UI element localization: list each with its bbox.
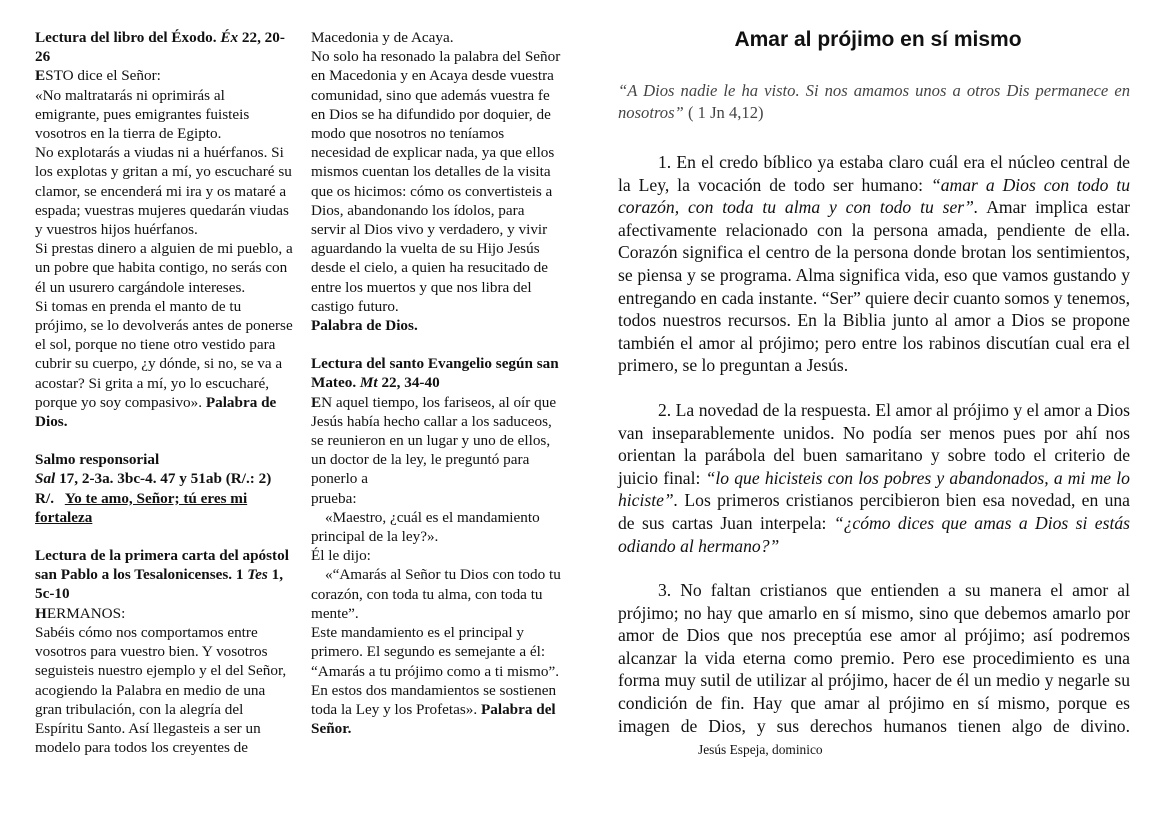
gospel-intro: EN aquel tiempo, los fariseos, al oír que Jesús había hecho callar a los saduceos, se reunieron en un lugar y uno de ellos, un doctor de la ley, le preguntó para ponerlo a prueba: [311, 393, 557, 507]
reading1-text: Si prestas dinero a alguien de mi pueblo, a un pobre que habita contigo, no serás con él un usurero cargándole intereses. [35, 240, 293, 296]
commentary-title: Amar al prójimo en sí mismo [734, 28, 1022, 51]
gospel-heading: Lectura del santo Evangelio según san Mateo. Mt 22, 34-40 [311, 355, 559, 392]
gospel-text: Este mandamiento es el principal y primero. El segundo es semejante a él: “Amarás a tu prójimo como a ti mismo”. En estos dos mandamientos se sostienen toda la Ley y los Profetas». Palabra del Señor. [311, 624, 560, 738]
commentary-paragraph-1: 1. En el credo bíblico ya estaba claro cuál era el núcleo central de la Ley, la vocación de todo ser humano: “amar a Dios con todo tu corazón, con toda tu alma y con todo tu ser”. Amar implica estar afectivamente relacionado con la persona amada, pendiente de ella. Corazón significa el centro de la persona donde brotan los sentimientos, se piensa y se programa. Alma significa vida, eso que vamos gustando y entregando en cada instante. “Ser” quiere decir cuanto somos y tenemos, todos nuestros recursos. En la Biblia junto al amor a Dios se propone también el amor al prójimo; pero entre los rabinos discutían cual era el primero, se lo preguntan a Jesús. [618, 152, 1130, 376]
reading2-text: Sabéis cómo nos comportamos entre vosotros para vuestro bien. Y vosotros seguisteis nuestro ejemplo y el del Señor, acogiendo la Palabra en medio de una gran tribulación, con la alegría del Espíritu Santo. Así llegasteis a ser un modelo para todos los creyentes de [35, 623, 287, 757]
gospel-commandment: «“Amarás al Señor tu Dios con todo tu corazón, con toda tu alma, con toda tu mente”. [311, 566, 561, 622]
reading1-text: «No maltratarás ni oprimirás al emigrante, pues emigrantes fuisteis vosotros en la tierra de Egipto. [35, 86, 250, 143]
reading1-intro: ESTO dice el Señor: [35, 67, 161, 85]
author-signature: Jesús Espeja, dominico [698, 742, 823, 758]
readings-column-1 [35, 28, 293, 757]
reading1-text: No explotarás a viudas ni a huérfanos. Si los explotas y gritan a mí, yo escucharé su clamor, se encenderá mi ira y os mataré a espada; vuestras mujeres quedarán viudas y vuestros hijos huérfanos. [35, 144, 292, 239]
psalm-response: R/. Yo te amo, Señor; tú eres mi fortaleza [35, 489, 248, 526]
reading2-close: Palabra de Dios. [311, 317, 418, 335]
reading2-heading: Lectura de la primera carta del apóstol san Pablo a los Tesalonicenses. 1 Tes 1, 5c-10 [35, 547, 289, 603]
commentary-paragraph-3: 3. No faltan cristianos que entienden a su manera el amor al prójimo; no hay que amarlo en sí mismo, sino que debemos amarlo por amor de Dios que nos preceptúa ese amor al prójimo; así podremos alcanzar la vida eterna como premio. Pero ese procedimiento es una forma muy sutil de utilizar al prójimo, hacer de él un medio y negarle su condición de fin. Hay que amar al prójimo en sí mismo, porque es imagen de Dios, y sus derechos humanos tienen algo de divino.Jesús Espeja, dominico [618, 579, 1130, 762]
psalm-heading: Salmo responsorial [35, 451, 160, 469]
commentary-section [618, 28, 1130, 762]
epigraph: “A Dios nadie le ha visto. Si nos amamos unos a otros Dis permanece en nosotros” ( 1 Jn 4,12) [618, 81, 1130, 122]
gospel-close: Palabra del Señor. [311, 700, 556, 738]
gospel-question: «Maestro, ¿cuál es el mandamiento principal de la ley?». [311, 508, 540, 546]
reading1-close: Palabra de Dios. [35, 393, 277, 431]
reading2-continuation: Macedonia y de Acaya. No solo ha resonado la palabra del Señor en Macedonia y en Acaya desde vuestra comunidad, sino que además vuestra fe en Dios se ha difundido por doquier, de modo que nosotros no teníamos necesidad de explicar nada, ya que ellos mismos cuentan los detalles de la visita que os hicimos: cómo os convertisteis a Dios, abandonando los ídolos, para servir al Dios vivo y verdadero, y vivir aguardando la vuelta de su Hijo Jesús desde el cielo, a quien ha resucitado de entre los muertos y que nos libra del castigo futuro. [311, 29, 561, 315]
psalm-reference: Sal 17, 2-3a. 3bc-4. 47 y 51ab (R/.: 2) [35, 470, 272, 488]
commentary-paragraph-2: 2. La novedad de la respuesta. El amor al prójimo y el amor a Dios van inseparablemente unidos. No podía ser menos pues por ahí nos orientan la parábola del buen samaritano y sobre todo el criterio de juicio final: “lo que hicisteis con los pobres y abandonados, a mi me lo hiciste”. Los primeros cristianos percibieron bien esa novedad, en una de sus cartas Juan interpela: “¿cómo dices que amas a Dios si estás odiando al hermano?” [618, 399, 1130, 556]
reading1-text: Si tomas en prenda el manto de tu prójimo, se lo devolverás antes de ponerse el sol, porque no tiene otro vestido para cubrir su cuerpo, ¿y dónde, si no, se va a acostar? Si grita a mí, yo lo escucharé, porque yo soy compasivo». Palabra de Dios. [35, 297, 293, 431]
gospel-said: Él le dijo: [311, 547, 371, 565]
readings-column-2 [311, 28, 561, 738]
reading1-heading: Lectura del libro del Éxodo. Éx 22, 20-26 [35, 29, 285, 66]
reading2-intro: HERMANOS: [35, 604, 126, 622]
